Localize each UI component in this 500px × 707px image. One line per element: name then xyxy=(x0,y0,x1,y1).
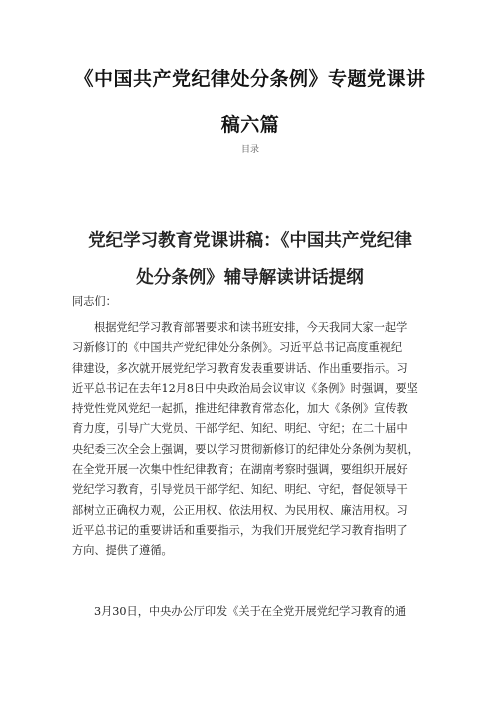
document-title-line1: 《中国共产党纪律处分条例》专题党课讲 xyxy=(74,68,426,90)
paragraph-line: 律建设，多次就开展党纪学习教育发表重要讲话、作出重要指示。习 xyxy=(72,361,408,375)
paragraph-line: 持党性党风党纪一起抓，推进纪律教育常态化，加大《条例》宣传教 xyxy=(72,402,408,416)
paragraph-line: 根据党纪学习教育部署要求和读书班安排，今天我同大家一起学 xyxy=(94,321,408,334)
section-title-line1: 党纪学习教育党课讲稿：《中国共产党纪律 xyxy=(88,231,412,251)
paragraph-1 xyxy=(72,318,442,562)
salutation: 同志们： xyxy=(72,295,117,308)
paragraph-line: 部树立正确权力观，公正用权、依法用权、为民用权、廉洁用权。习 xyxy=(72,503,408,517)
toc-label: 目录 xyxy=(240,145,259,155)
paragraph-line: 近平总书记在去年12月8日中央政治局会议审议《条例》时强调，要坚 xyxy=(72,381,418,395)
paragraph-line: 习新修订的《中国共产党纪律处分条例》。习近平总书记高度重视纪 xyxy=(72,341,403,355)
paragraph-line: 3月30日，中央办公厅印发《关于在全党开展党纪学习教育的通 xyxy=(94,605,407,618)
paragraph-line: 党纪学习教育，引导党员干部学纪、知纪、明纪、守纪，督促领导干 xyxy=(72,483,408,497)
section-title-line2: 处分条例》辅导解读讲话提纲 xyxy=(136,268,364,288)
paragraph-line: 在全党开展一次集中性纪律教育；在湖南考察时强调，要组织开展好 xyxy=(72,463,408,477)
paragraph-line: 近平总书记的重要讲话和重要指示，为我们开展党纪学习教育指明了 xyxy=(72,523,408,537)
paragraph-line: 方向、提供了遵循。 xyxy=(72,544,173,558)
paragraph-line: 育力度，引导广大党员、干部学纪、知纪、明纪、守纪；在二十届中 xyxy=(72,422,408,436)
document-title-line2: 稿六篇 xyxy=(220,114,280,136)
paragraph-line: 央纪委三次全会上强调，要以学习贯彻新修订的纪律处分条例为契机， xyxy=(72,442,419,456)
paragraph-2 xyxy=(72,602,442,622)
